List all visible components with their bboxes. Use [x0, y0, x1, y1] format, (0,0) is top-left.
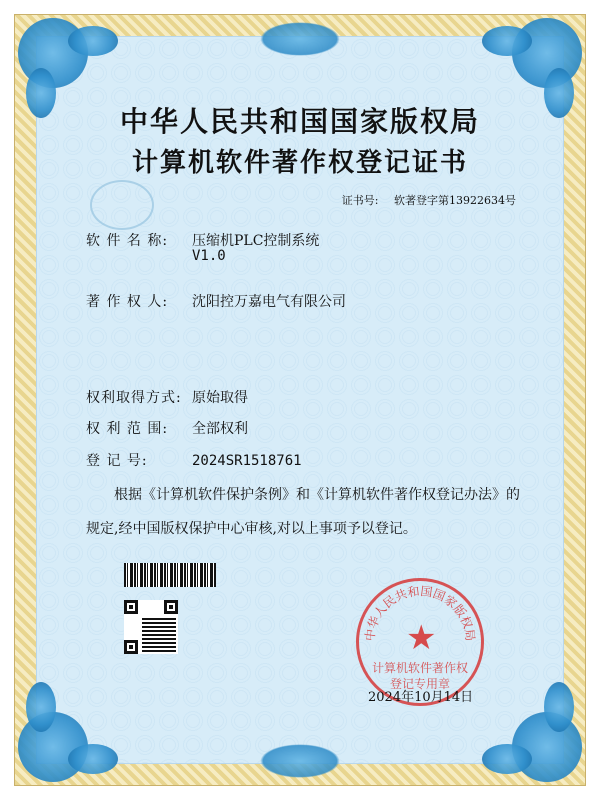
- legal-paragraph: [86, 478, 526, 546]
- owner-label: 著 作 权 人:: [86, 294, 169, 310]
- barcode-icon: [124, 563, 216, 587]
- rights-scope-row: [86, 418, 248, 438]
- qr-code-icon: [124, 600, 178, 654]
- rights-scope-value: 全部权利: [192, 421, 248, 437]
- svg-text:中华人民共和国国家版权局: 中华人民共和国国家版权局: [362, 584, 478, 642]
- acquire-method-row: [86, 387, 248, 407]
- registration-number-label: 登 记 号:: [86, 453, 148, 469]
- bottom-center-ornament: [260, 744, 340, 778]
- owner-row: [86, 291, 346, 311]
- software-version: V1.0: [192, 248, 226, 264]
- acquire-method-value: 原始取得: [192, 390, 248, 406]
- software-name-row: [86, 230, 319, 250]
- seal-line-1: 计算机软件著作权: [371, 661, 468, 675]
- corner-ornament-bottom-left: [18, 662, 138, 782]
- certificate-number: [342, 192, 516, 208]
- certificate-number-value: 软著登字第13922634号: [394, 194, 516, 207]
- legal-paragraph-line1: 根据《计算机软件保护条例》和《计算机软件著作权登记办法》的: [114, 487, 520, 503]
- software-name-value: 压缩机PLC控制系统: [192, 233, 320, 249]
- owner-value: 沈阳控万嘉电气有限公司: [192, 294, 346, 310]
- acquire-method-label: 权利取得方式:: [86, 390, 182, 406]
- software-name-label: 软 件 名 称:: [86, 233, 169, 249]
- certificate-title: 计算机软件著作权登记证书: [131, 148, 468, 178]
- issue-date: 2024年10月14日: [368, 690, 474, 705]
- registration-number-row: [86, 450, 302, 470]
- rights-scope-label: 权 利 范 围:: [86, 421, 169, 437]
- top-center-ornament: [260, 22, 340, 56]
- registration-number-value: 2024SR1518761: [192, 453, 302, 469]
- certificate-number-label: 证书号:: [341, 194, 379, 207]
- issuer-title: 中华人民共和国国家版权局: [119, 105, 480, 138]
- seal-line-2: 登记专用章: [389, 677, 450, 691]
- watermark-emblem-icon: [90, 180, 154, 230]
- legal-paragraph-line2: 规定,经中国版权保护中心审核,对以上事项予以登记。: [86, 521, 417, 537]
- seal-star-icon: ★: [406, 618, 437, 658]
